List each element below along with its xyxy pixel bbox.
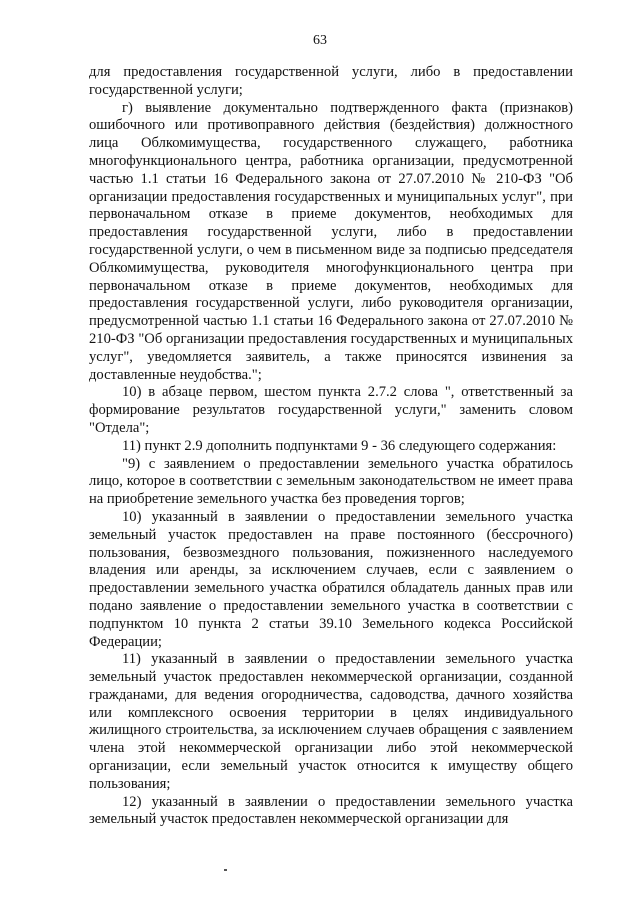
document-body — [89, 64, 573, 829]
page-number: 63 — [313, 33, 327, 48]
paragraph-subitem-11: 11) указанный в заявлении о предоставлении земельного участка земельный участок предоставлен некоммерческой организации, созданной гражданами, для ведения огородничества, садоводства, дачного хозяйства или комплексного освоения территории в целях индивидуального жилищного строительства, за исключением случаев обращения с заявлением члена этой некоммерческой организации либо этой некоммерческой организации, если земельный участок относится к имуществу общего пользования; — [89, 651, 573, 792]
paragraph-item-g: г) выявление документально подтвержденного факта (признаков) ошибочного или противоправного действия (бездействия) должностного лица Облкомимущества, государственного служащего, работника многофункционального центра, работника организации, предусмотренной частью 1.1 статьи 16 Федерального закона от 27.07.2010 № 210-ФЗ "Об организации предоставления государственных и муниципальных услуг", при первоначальном отказе в приеме документов, необходимых для предоставления государственной услуги, либо в предоставлении государственной услуги, о чем в письменном виде за подписью председателя Облкомимущества, руководителя многофункционального центра при первоначальном отказе в приеме документов, необходимых для предоставления государственной услуги, либо руководителя организации, предусмотренной частью 1.1 статьи 16 Федерального закона от 27.07.2010 № 210-ФЗ "Об организации предоставления государственных и муниципальных услуг", уведомляется заявитель, а также приносятся извинения за доставленные неудобства."; — [89, 99, 573, 383]
paragraph-subitem-12: 12) указанный в заявлении о предоставлении земельного участка земельный участок предоставлен некоммерческой организации для — [89, 793, 573, 828]
paragraph-item-11: 11) пункт 2.9 дополнить подпунктами 9 - 36 следующего содержания: — [122, 437, 557, 454]
paragraph-subitem-10: 10) указанный в заявлении о предоставлении земельного участка земельный участок предоставлен на праве постоянного (бессрочного) пользования, безвозмездного пользования, пожизненного наследуемого владения или аренды, за исключением случаев, если с заявлением о предоставлении земельного участка обратился обладатель данных прав или подано заявление о предоставлении земельного участка в соответствии с подпунктом 10 пункта 2 статьи 39.10 Земельного кодекса Российской Федерации; — [89, 508, 573, 650]
paragraph-item-10: 10) в абзаце первом, шестом пункта 2.7.2 слова ", ответственный за формирование результатов государственной услуги," заменить словом "Отдела"; — [89, 384, 573, 436]
paragraph-continuation: для предоставления государственной услуги, либо в предоставлении государственной услуги; — [89, 64, 573, 98]
scan-speck — [224, 869, 227, 871]
paragraph-subitem-9: "9) с заявлением о предоставлении земельного участка обратилось лицо, которое в соответствии с земельным законодательством не имеет права на приобретение земельного участка без проведения торгов; — [89, 455, 573, 508]
